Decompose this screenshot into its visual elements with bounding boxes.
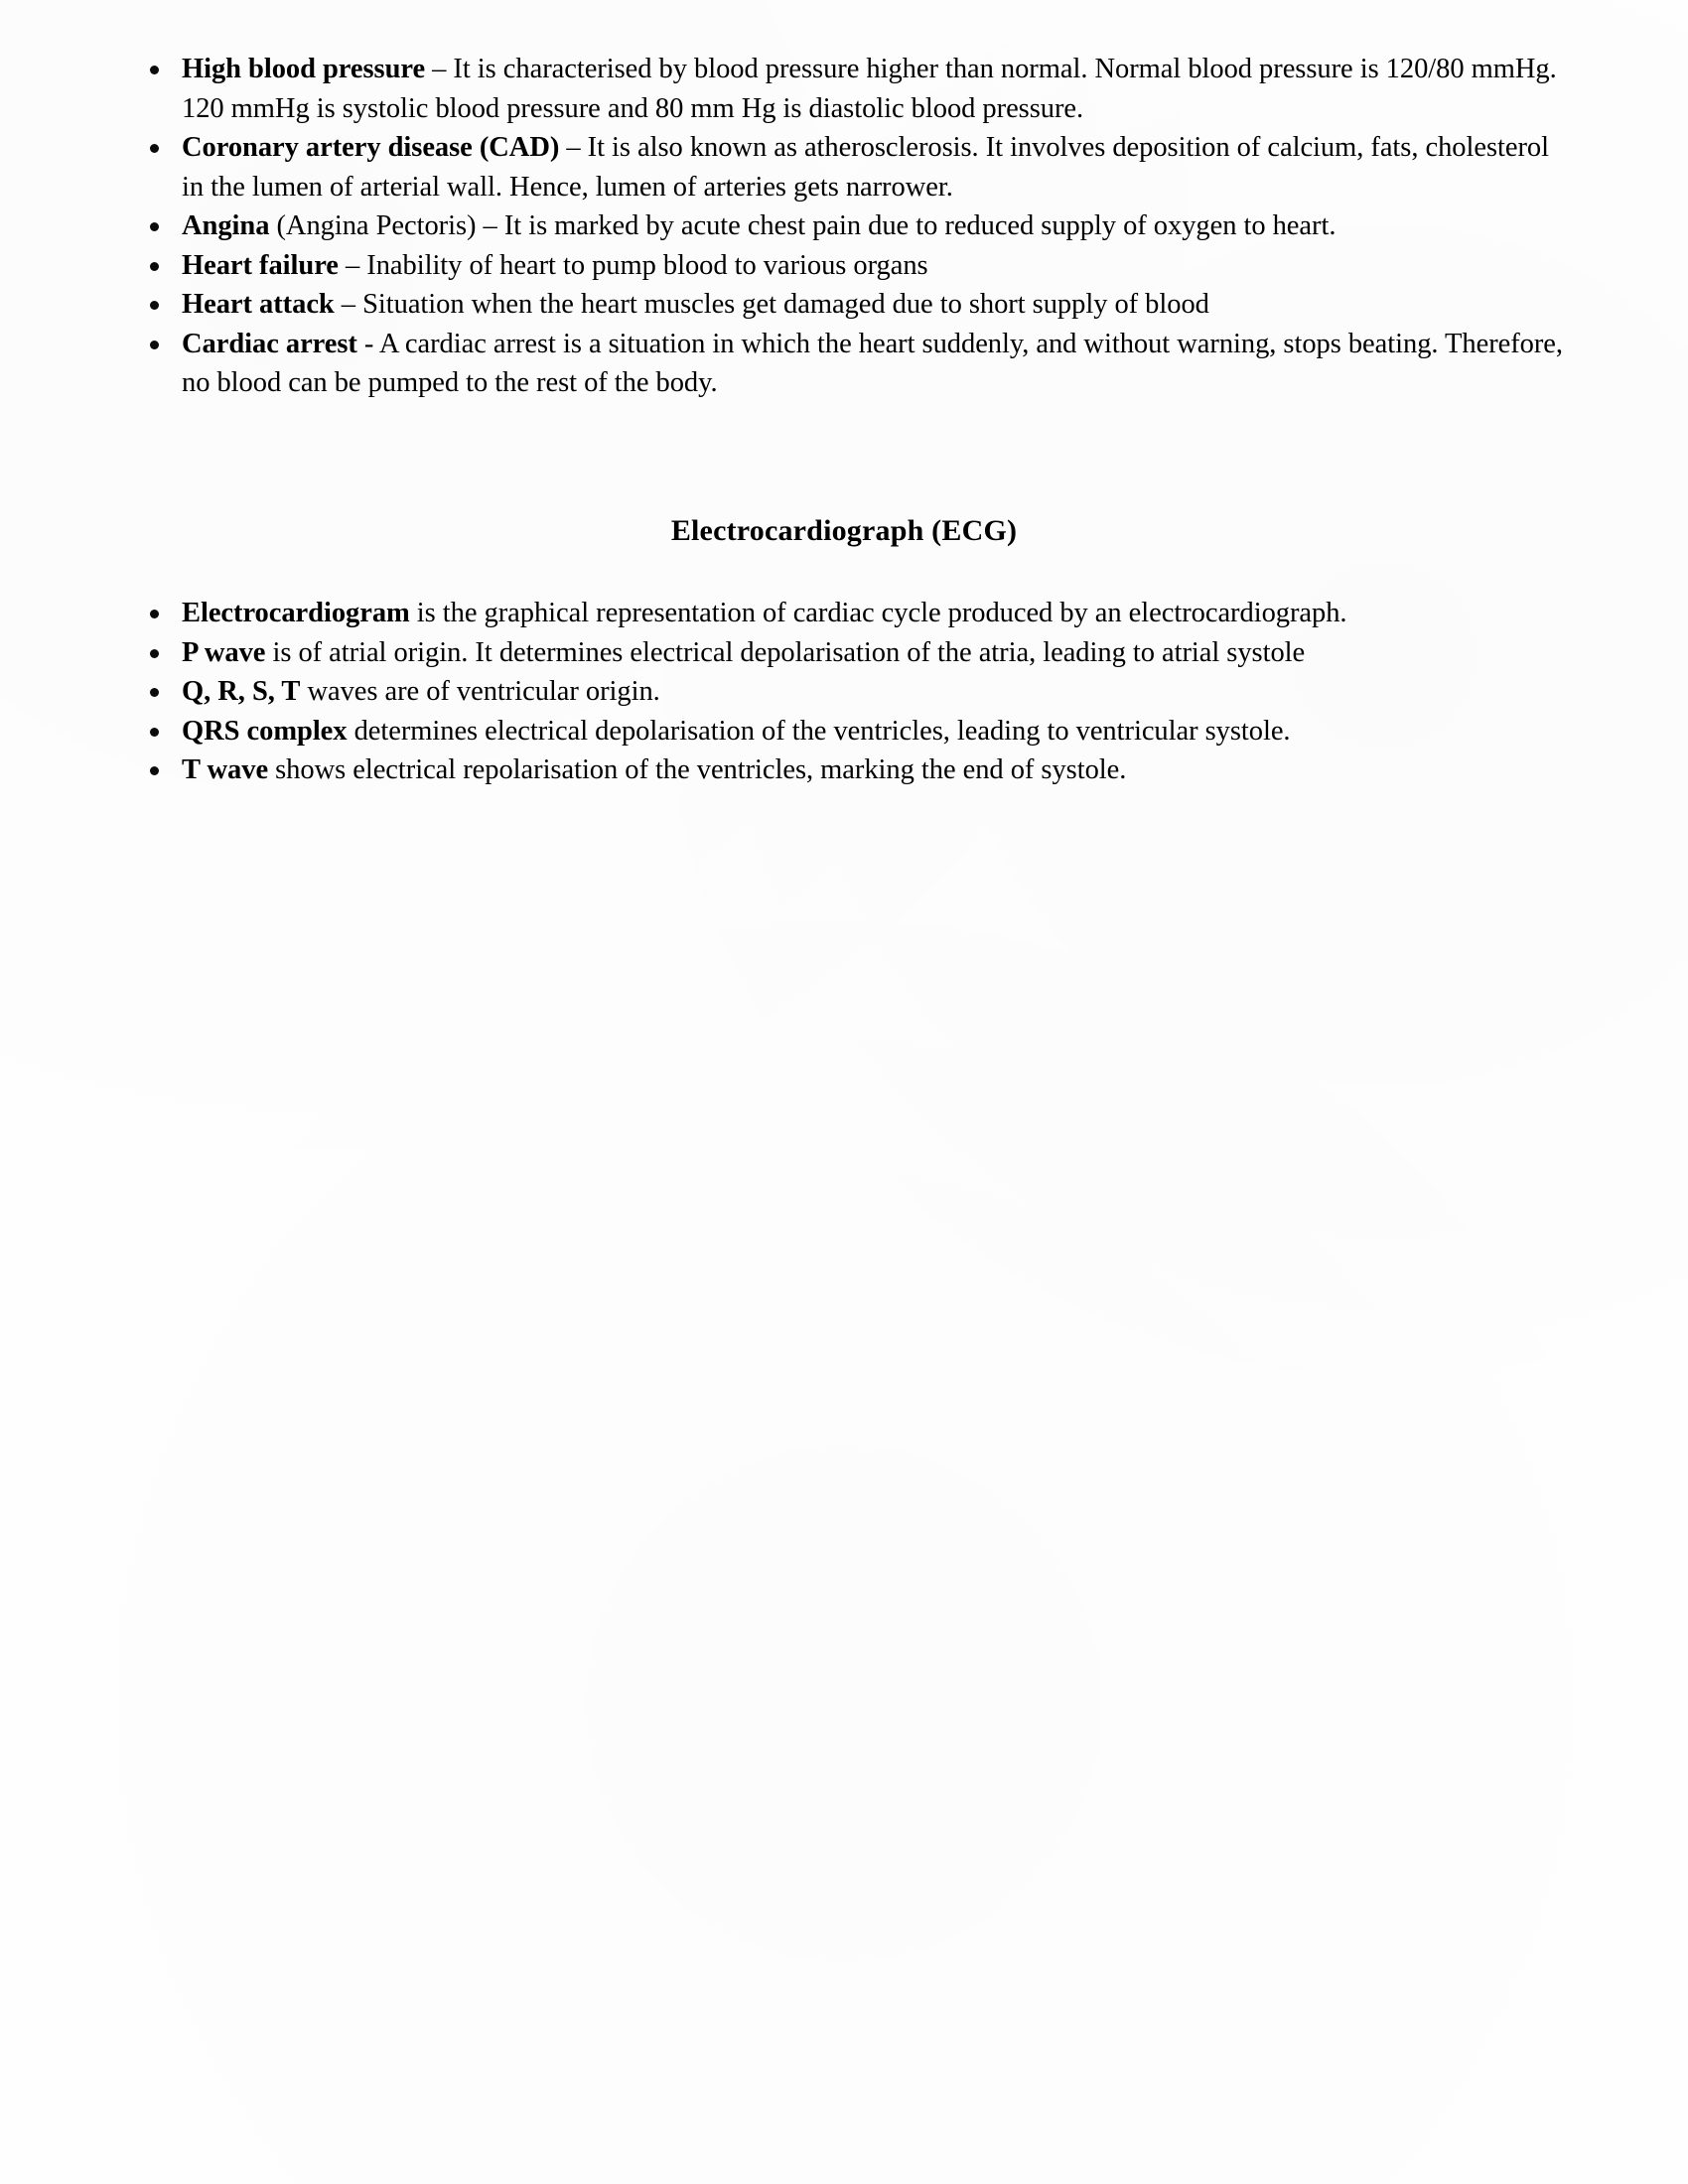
list-item	[139, 285, 1564, 325]
list-item-term: Heart failure	[182, 249, 339, 281]
list-item-term: High blood pressure	[182, 54, 426, 84]
list-item-term: Angina	[182, 210, 270, 241]
list-item-separator: (Angina Pectoris) –	[269, 210, 504, 241]
list-item-term: T wave	[182, 754, 269, 785]
ecg-points-list	[139, 594, 1564, 790]
list-item-separator: -	[356, 328, 379, 359]
list-item-body: shows electrical repolarisation of the ventricles, marking the end of systole.	[275, 754, 1127, 785]
list-item-body: is the graphical representation of cardiac cycle produced by an electrocardiograph.	[416, 598, 1347, 628]
list-item	[139, 50, 1564, 128]
list-item-body: waves are of ventricular origin.	[307, 676, 660, 707]
list-item	[139, 325, 1564, 403]
page-title: Electrocardiograph (ECG)	[670, 514, 1018, 547]
list-item	[139, 712, 1564, 751]
list-item-separator: –	[338, 249, 367, 281]
list-item-body: determines electrical depolarisation of the ventricles, leading to ventricular systole.	[353, 715, 1291, 747]
list-item	[139, 633, 1564, 673]
list-item-body: It is characterised by blood pressure higher than normal. Normal blood pressure is 120/80 mmHg. 120 mmHg is systolic blood pressure and 80 mm Hg is diastolic blood pressure.	[182, 54, 1557, 124]
list-item	[139, 246, 1564, 286]
list-item-term: QRS complex	[182, 715, 348, 747]
list-item-term: Heart attack	[182, 289, 335, 320]
list-item-body: Situation when the heart muscles get damaged due to short supply of blood	[362, 289, 1209, 320]
list-item-separator: –	[425, 54, 454, 84]
list-item-body: A cardiac arrest is a situation in which the heart suddenly, and without warning, stops beating. Therefore, no blood can be pumped to the rest of the body.	[182, 328, 1563, 398]
list-item-body: is of atrial origin. It determines electrical depolarisation of the atria, leading to atrial systole	[272, 636, 1306, 668]
list-item	[139, 128, 1564, 206]
list-item-term: Q, R, S, T	[182, 676, 301, 707]
list-item-body: It is marked by acute chest pain due to reduced supply of oxygen to heart.	[503, 210, 1336, 241]
heart-disorders-list	[139, 50, 1564, 403]
list-item-body: It is also known as atherosclerosis. It involves deposition of calcium, fats, cholesterol in the lumen of arterial wall. Hence, lumen of arteries gets narrower.	[182, 132, 1549, 203]
list-item-separator	[347, 716, 353, 747]
list-item	[139, 751, 1564, 790]
list-item-term: Cardiac arrest	[182, 328, 357, 359]
list-item	[139, 672, 1564, 712]
list-item	[139, 206, 1564, 246]
list-item-term: Coronary artery disease (CAD)	[182, 132, 560, 163]
list-item-separator	[410, 598, 417, 628]
list-item-separator: –	[334, 289, 363, 320]
list-item-separator: –	[559, 132, 588, 163]
list-item-term: P wave	[182, 636, 266, 668]
list-item	[139, 594, 1564, 633]
list-item-body: Inability of heart to pump blood to various organs	[366, 249, 928, 281]
list-item-term: Electrocardiogram	[182, 598, 410, 628]
